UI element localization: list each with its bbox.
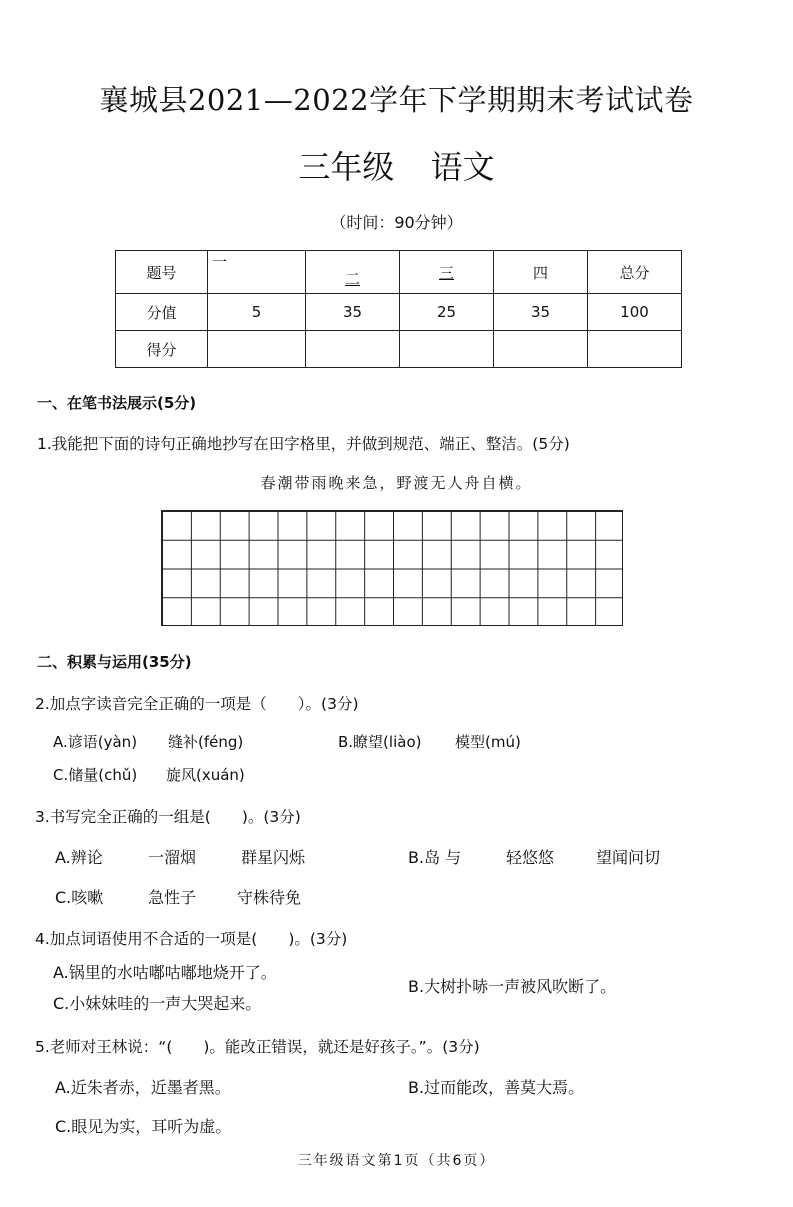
score-header-cell: 总分 (588, 251, 682, 294)
q3-option[interactable]: 望闻问切 (596, 848, 661, 867)
section-2-title: 二、积累与运用(35分) (37, 653, 192, 671)
q3-option[interactable]: 一溜烟 (148, 848, 197, 867)
score-header-cell: 二 (306, 251, 400, 294)
q3-option[interactable]: 守株待免 (237, 888, 302, 907)
q2-option[interactable]: 缝补(féng) (168, 733, 244, 751)
score-row-label: 得分 (116, 331, 208, 368)
page-footer: 三年级语文第1页（共6页） (297, 1153, 496, 1169)
score-input-cell[interactable] (588, 331, 682, 368)
score-values-label: 分值 (116, 294, 208, 331)
q3-option[interactable]: A.辨论 (55, 848, 103, 867)
q2-option[interactable]: 旋风(xuán) (166, 766, 245, 784)
score-table (115, 250, 682, 368)
exam-title: 襄城县2021—2022学年下学期期末考试试卷 (99, 83, 694, 117)
score-input-cell[interactable] (400, 331, 494, 368)
q3-option[interactable]: C.咳嗽 (55, 888, 104, 907)
q5-option[interactable]: A.近朱者赤，近墨者黑。 (55, 1078, 231, 1097)
question-5: 5.老师对王林说：“( )。能改正错误，就还是好孩子。”。(3分) (35, 1038, 480, 1056)
score-value-cell: 25 (400, 294, 494, 331)
score-input-cell[interactable] (306, 331, 400, 368)
q4-option[interactable]: C.小妹妹哇的一声大哭起来。 (53, 994, 262, 1013)
section-1-title: 一、在笔书法展示(5分) (37, 394, 197, 412)
score-header-cell: 一 (208, 251, 306, 294)
question-2: 2.加点字读音完全正确的一项是（ ）。(3分) (35, 695, 359, 713)
score-header-cell: 三 (400, 251, 494, 294)
question-1: 1.我能把下面的诗句正确地抄写在田字格里，并做到规范、端正、整洁。(5分) (37, 435, 570, 453)
q5-option[interactable]: C.眼见为实，耳听为虚。 (55, 1117, 232, 1136)
score-input-cell[interactable] (494, 331, 588, 368)
score-value-cell: 35 (494, 294, 588, 331)
q3-option[interactable]: B.岛 与 (408, 848, 462, 867)
writing-grid[interactable] (161, 510, 623, 626)
exam-subtitle: 三年级 语文 (298, 148, 495, 186)
poem-line: 春潮带雨晚来急，野渡无人舟自横。 (260, 474, 533, 492)
exam-time: （时间：90分钟） (330, 213, 463, 232)
q5-option[interactable]: B.过而能改，善莫大焉。 (408, 1078, 585, 1097)
q3-option[interactable]: 轻悠悠 (506, 848, 555, 867)
q2-option[interactable]: B.瞭望(liào) (338, 733, 422, 751)
q3-option[interactable]: 急性子 (148, 888, 197, 907)
q2-option[interactable]: 模型(mú) (455, 733, 521, 751)
question-4: 4.加点词语使用不合适的一项是( )。(3分) (35, 930, 348, 948)
score-value-cell: 100 (588, 294, 682, 331)
q4-option[interactable]: B.大树扑哧一声被风吹断了。 (408, 977, 617, 996)
q4-option[interactable]: A.锅里的水咕嘟咕嘟地烧开了。 (53, 963, 277, 982)
q2-option[interactable]: A.谚语(yàn) (53, 733, 138, 751)
score-header-cell: 四 (494, 251, 588, 294)
score-value-cell: 5 (208, 294, 306, 331)
q2-option[interactable]: C.储量(chǔ) (53, 766, 138, 784)
score-input-cell[interactable] (208, 331, 306, 368)
q3-option[interactable]: 群星闪烁 (241, 848, 306, 867)
question-3: 3.书写完全正确的一组是( )。(3分) (35, 808, 301, 826)
score-value-cell: 35 (306, 294, 400, 331)
score-header-cell: 题号 (116, 251, 208, 294)
